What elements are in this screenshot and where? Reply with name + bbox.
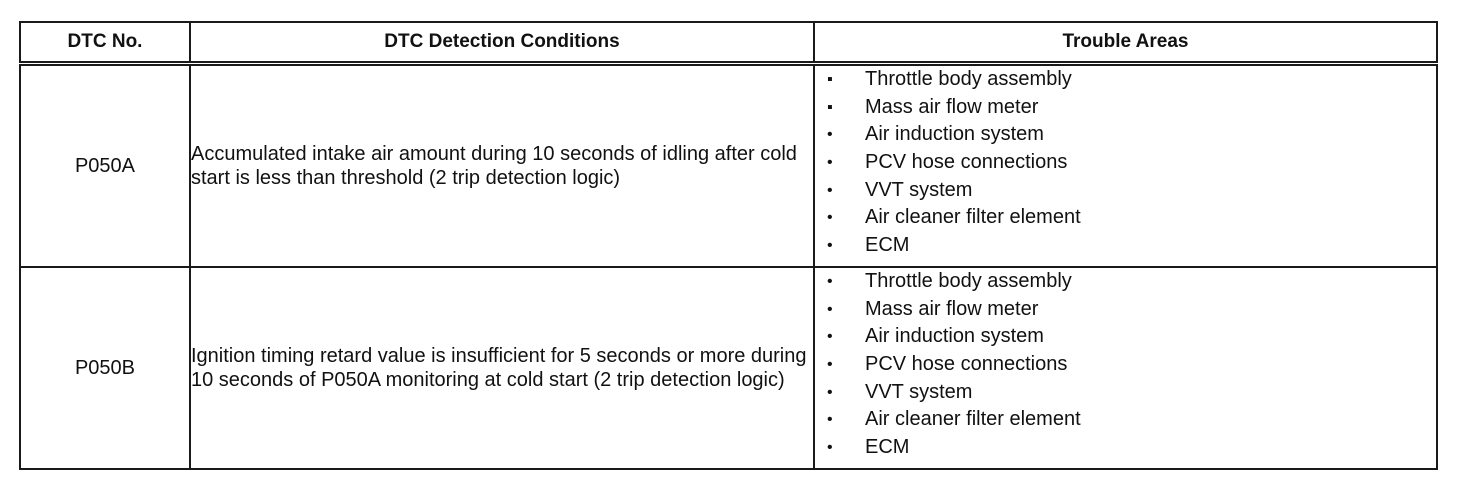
detection-condition: Ignition timing retard value is insufficient for 5 seconds or more during 10 seconds of P050A monitoring at cold start (2 trip detection logic) bbox=[190, 267, 814, 469]
list-item bbox=[815, 323, 1436, 351]
bullet-icon: • bbox=[827, 154, 833, 172]
list-item bbox=[815, 351, 1436, 379]
dtc-code: P050B bbox=[20, 267, 190, 469]
bullet-icon: ▪ bbox=[827, 98, 833, 116]
trouble-area-list bbox=[815, 268, 1436, 462]
trouble-area: VVT system bbox=[865, 380, 973, 403]
trouble-area: VVT system bbox=[865, 178, 973, 201]
bullet-icon: • bbox=[827, 273, 833, 290]
bullet-icon: • bbox=[827, 356, 833, 374]
bullet-icon: • bbox=[827, 209, 833, 227]
bullet-icon: ▪ bbox=[827, 71, 833, 88]
bullet-icon: • bbox=[827, 383, 833, 401]
trouble-area: Throttle body assembly bbox=[865, 68, 1072, 90]
list-item bbox=[815, 94, 1436, 122]
detection-condition: Accumulated intake air amount during 10 seconds of idling after cold start is less than threshold (2 trip detection logic) bbox=[190, 64, 814, 268]
dtc-code: P050A bbox=[20, 64, 190, 268]
trouble-area: PCV hose connections bbox=[865, 151, 1068, 174]
trouble-area-list bbox=[815, 66, 1436, 260]
table-header-row bbox=[20, 22, 1437, 64]
trouble-area: Mass air flow meter bbox=[865, 297, 1039, 320]
list-item bbox=[815, 204, 1436, 232]
trouble-area: PCV hose connections bbox=[865, 353, 1068, 376]
list-item bbox=[815, 149, 1436, 177]
list-item bbox=[815, 268, 1436, 296]
trouble-area: Throttle body assembly bbox=[865, 270, 1072, 292]
header-trouble-areas: Trouble Areas bbox=[814, 22, 1437, 64]
list-item bbox=[815, 434, 1436, 462]
trouble-area: ECM bbox=[865, 436, 910, 459]
trouble-area: ECM bbox=[865, 234, 910, 257]
trouble-area: Mass air flow meter bbox=[865, 95, 1039, 118]
table-row bbox=[20, 267, 1437, 469]
bullet-icon: • bbox=[827, 181, 833, 199]
trouble-area: Air cleaner filter element bbox=[865, 206, 1081, 229]
bullet-icon: • bbox=[827, 411, 833, 429]
table-row bbox=[20, 64, 1437, 268]
bullet-icon: • bbox=[827, 126, 833, 144]
header-detection-conditions: DTC Detection Conditions bbox=[190, 22, 814, 64]
bullet-icon: • bbox=[827, 237, 833, 255]
trouble-area: Air cleaner filter element bbox=[865, 408, 1081, 431]
trouble-areas-cell bbox=[814, 64, 1437, 268]
trouble-areas-cell bbox=[814, 267, 1437, 469]
list-item bbox=[815, 406, 1436, 434]
bullet-icon: • bbox=[827, 300, 833, 318]
trouble-area: Air induction system bbox=[865, 325, 1044, 348]
list-item bbox=[815, 379, 1436, 407]
list-item bbox=[815, 177, 1436, 205]
list-item bbox=[815, 121, 1436, 149]
bullet-icon: • bbox=[827, 439, 833, 457]
list-item bbox=[815, 66, 1436, 94]
list-item bbox=[815, 232, 1436, 260]
dtc-table bbox=[19, 21, 1438, 470]
list-item bbox=[815, 296, 1436, 324]
header-dtc-no: DTC No. bbox=[20, 22, 190, 64]
bullet-icon: • bbox=[827, 328, 833, 346]
trouble-area: Air induction system bbox=[865, 123, 1044, 146]
